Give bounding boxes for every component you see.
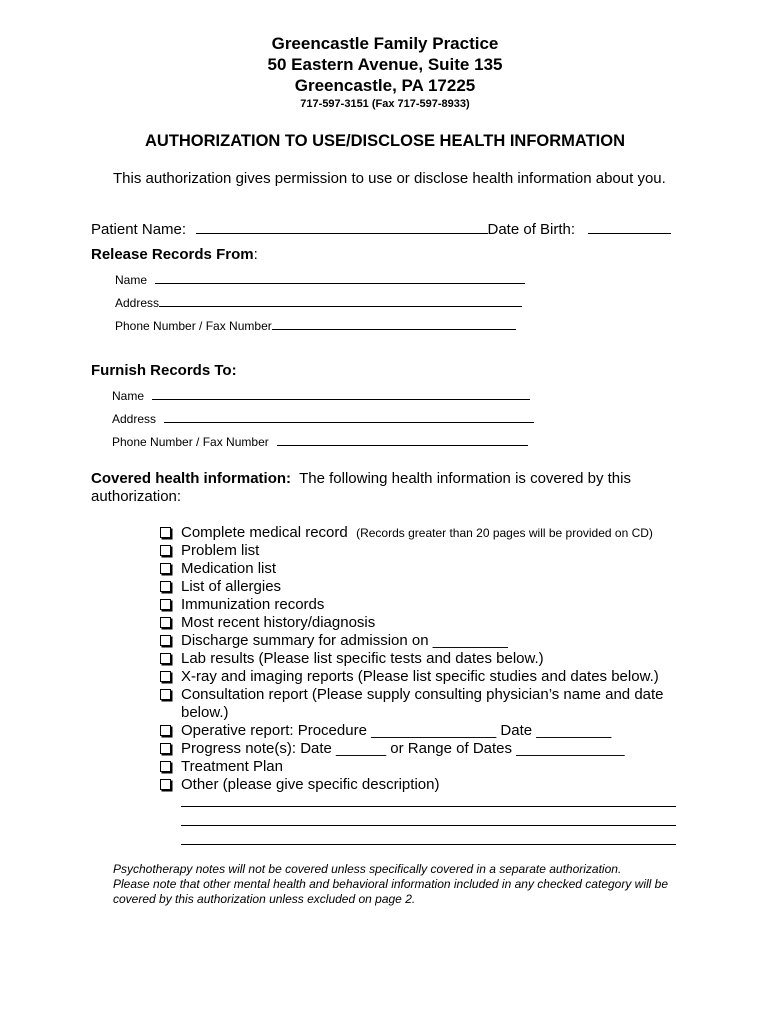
other-description-line-2[interactable]	[181, 825, 676, 826]
checkbox[interactable]	[160, 527, 171, 538]
furnish-to-name-field[interactable]	[152, 387, 530, 400]
release-from-address-label: Address	[115, 296, 160, 310]
release-from-phone-row	[115, 317, 516, 335]
release-from-heading: Release Records From	[91, 246, 254, 263]
check-item-operative[interactable]: Operative report: Procedure _______________ Date _________	[158, 722, 678, 740]
checkbox[interactable]	[160, 743, 171, 754]
check-item-lab-results[interactable]: Lab results (Please list specific tests and dates below.)	[158, 650, 678, 668]
complete-record-note: (Records greater than 20 pages will be provided on CD)	[356, 526, 653, 540]
practice-address-line1: 50 Eastern Avenue, Suite 135	[267, 55, 503, 74]
patient-name-label: Patient Name:	[91, 221, 187, 238]
practice-header	[0, 33, 770, 112]
furnish-to-phone-row	[112, 433, 528, 451]
release-from-address-field[interactable]	[159, 294, 522, 307]
checkbox[interactable]	[160, 599, 171, 610]
covered-items-checklist	[158, 524, 678, 794]
furnish-to-phone-label: Phone Number / Fax Number	[112, 435, 269, 449]
checkbox[interactable]	[160, 761, 171, 772]
check-item-discharge[interactable]: Discharge summary for admission on _________	[158, 632, 678, 650]
check-item-xray[interactable]: X-ray and imaging reports (Please list specific studies and dates below.)	[158, 668, 678, 686]
practice-phone-fax: 717-597-3151 (Fax 717-597-8933)	[300, 98, 470, 110]
mental-health-note: Please note that other mental health and behavioral information included in any checked category will be covered by this authorization unless excluded on page 2.	[113, 877, 669, 906]
checkbox[interactable]	[160, 779, 171, 790]
checkbox[interactable]	[160, 653, 171, 664]
furnish-to-name-label: Name	[112, 389, 145, 403]
practice-name: Greencastle Family Practice	[271, 34, 499, 53]
dob-label: Date of Birth:	[487, 221, 576, 238]
check-item-immunization[interactable]: Immunization records	[158, 596, 678, 614]
dob-field[interactable]	[588, 221, 671, 234]
covered-info-heading: Covered health information:	[91, 470, 292, 487]
checkbox[interactable]	[160, 563, 171, 574]
check-item-problem-list[interactable]: Problem list	[158, 542, 678, 560]
check-item-allergies[interactable]: List of allergies	[158, 578, 678, 596]
release-from-name-row	[115, 271, 525, 289]
practice-address-line2: Greencastle, PA 17225	[294, 76, 476, 95]
release-from-phone-label: Phone Number / Fax Number	[115, 319, 272, 333]
checkbox[interactable]	[160, 671, 171, 682]
checkbox[interactable]	[160, 617, 171, 628]
check-item-history[interactable]: Most recent history/diagnosis	[158, 614, 678, 632]
check-item-progress-notes[interactable]: Progress note(s): Date ______ or Range of Dates _____________	[158, 740, 678, 758]
checkbox[interactable]	[160, 725, 171, 736]
release-from-name-label: Name	[115, 273, 148, 287]
release-from-address-row	[115, 294, 522, 312]
covered-info-paragraph	[91, 470, 681, 506]
check-item-consultation[interactable]: Consultation report (Please supply consulting physician’s name and date below.)	[158, 686, 678, 722]
release-from-name-field[interactable]	[155, 271, 525, 284]
check-item-complete-record[interactable]: Complete medical record (Records greater than 20 pages will be provided on CD)	[158, 524, 678, 542]
checkbox[interactable]	[160, 545, 171, 556]
patient-name-field[interactable]	[196, 221, 488, 234]
checkbox[interactable]	[160, 581, 171, 592]
psychotherapy-note: Psychotherapy notes will not be covered unless specifically covered in a separate authorization.	[113, 862, 622, 876]
other-description-line-3[interactable]	[181, 844, 676, 845]
furnish-to-heading: Furnish Records To:	[91, 362, 237, 379]
furnish-to-address-row	[112, 410, 534, 428]
furnish-to-name-row	[112, 387, 530, 405]
checkbox[interactable]	[160, 689, 171, 700]
form-intro: This authorization gives permission to use or disclose health information about you.	[113, 170, 666, 187]
other-description-line-1[interactable]	[181, 806, 676, 807]
check-item-treatment-plan[interactable]: Treatment Plan	[158, 758, 678, 776]
form-title: AUTHORIZATION TO USE/DISCLOSE HEALTH INFORMATION	[144, 132, 625, 150]
patient-row	[91, 221, 671, 239]
furnish-to-address-label: Address	[112, 412, 157, 426]
release-from-phone-field[interactable]	[272, 317, 516, 330]
checkbox[interactable]	[160, 635, 171, 646]
footer-notes	[113, 862, 693, 907]
furnish-to-heading-row	[91, 362, 237, 380]
furnish-to-address-field[interactable]	[164, 410, 534, 423]
check-item-other[interactable]: Other (please give specific description)	[158, 776, 678, 794]
furnish-to-phone-field[interactable]	[277, 433, 528, 446]
release-from-heading-row: Release Records From:	[91, 246, 258, 263]
covered-info-text: The following health information is covered by this authorization:	[91, 470, 631, 505]
check-item-medication-list[interactable]: Medication list	[158, 560, 678, 578]
